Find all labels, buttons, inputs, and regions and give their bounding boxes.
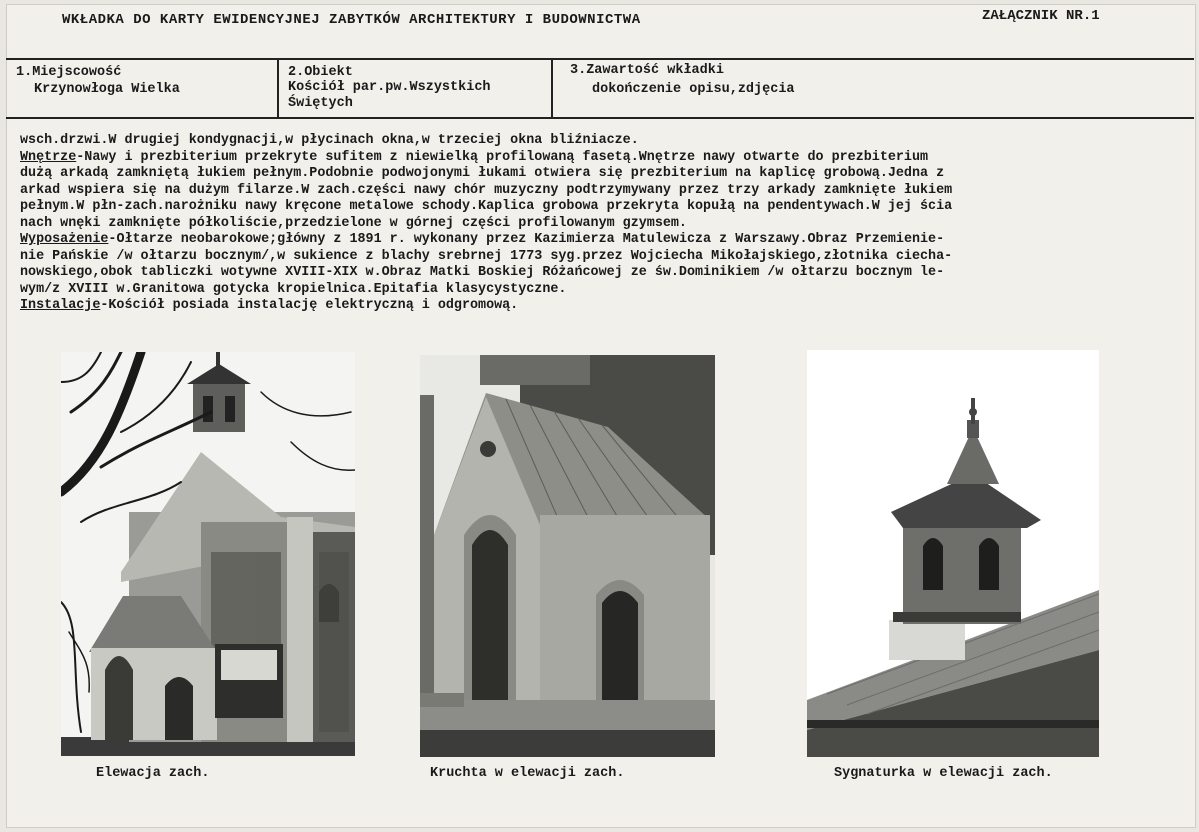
photo-porch: [420, 355, 715, 757]
porch-illustration: [420, 355, 715, 757]
description-line: [20, 232, 1180, 249]
content-label: 3.Zawartość wkładki: [570, 63, 724, 78]
card-title: WKŁADKA DO KARTY EWIDENCYJNEJ ZABYTKÓW ARCHITEKTURY I BUDOWNICTWA: [62, 12, 641, 28]
place-label: 1.Miejscowość: [16, 65, 122, 80]
field-divider-2: [551, 59, 553, 118]
field-divider-1: [277, 59, 279, 118]
description-line: arkad wspiera się na dużym filarze.W zach.części nawy chór muzyczny podtrzymywany przez trzy arkady zamknięte łukiem: [20, 182, 953, 198]
description-line: pełnym.W płn-zach.narożniku nawy kręcone metalowe schody.Kaplica grobowa przekryta kopułą na pendentywach.W jej ścia: [20, 199, 953, 214]
description-line: [20, 298, 1180, 315]
object-value-line-1: Kościół par.pw.Wszystkich: [288, 80, 491, 95]
annex-label: ZAŁĄCZNIK NR.1: [982, 8, 1100, 24]
photo-caption-bell-turret: Sygnaturka w elewacji zach.: [834, 766, 1053, 781]
description-line: nie Pańskie /w ołtarzu bocznym/,w sukience z blachy srebrnej 1773 syg.przez Wojciecha Mikołajskiego,złotnika ciecha-: [20, 248, 953, 264]
description-text-span: -Ołtarze neobarokowe;główny z 1891 r. wykonany przez Kazimierza Matulewicza z Warszawy.Obraz Przemienie-: [108, 232, 945, 247]
section-heading-interior: Wnętrze: [20, 149, 77, 165]
header-rule-top: [6, 58, 1194, 60]
description-line: nowskiego,obok tabliczki wotywne XVIII-XIX w.Obraz Matki Boskiej Różańcowej ze św.Dominikiem /w ołtarzu bocznym le-: [20, 265, 945, 280]
object-value-line-2: Świętych: [288, 96, 353, 111]
description-line: wsch.drzwi.W drugiej kondygnacji,w płycinach okna,w trzeciej okna bliźniacze.: [20, 133, 639, 148]
place-value: Krzynowłoga Wielka: [34, 82, 180, 97]
description-line: nach wnęki zamknięte półkoliście,przedzielone w górnej części profilowanym gzymsem.: [20, 215, 687, 231]
photo-caption-west-elevation: Elewacja zach.: [96, 766, 210, 781]
bell-turret-illustration: [807, 350, 1099, 757]
photo-caption-porch: Kruchta w elewacji zach.: [430, 766, 625, 781]
content-value: dokończenie opisu,zdjęcia: [592, 82, 795, 97]
section-heading-installations: Instalacje: [20, 298, 101, 313]
description-text: [20, 133, 1180, 315]
photo-bell-turret: [807, 350, 1099, 757]
description-line: dużą arkadą zamkniętą łukiem pełnym.Podobnie podwojonymi łukami otwiera się prezbiterium na kaplicę grobową.Jedna z: [20, 166, 945, 181]
description-line: wym/z XVIII w.Granitowa gotycka kropielnica.Epitafia klasycystyczne.: [20, 281, 567, 297]
object-label: 2.Obiekt: [288, 65, 353, 80]
church-facade-illustration: [61, 352, 355, 756]
description-line: [20, 150, 1180, 167]
description-text-span: -Nawy i prezbiterium przekryte sufitem z niewielką profilowaną fasetą.Wnętrze nawy otwarte do prezbiterium: [76, 149, 929, 165]
description-text-span: -Kościół posiada instalację elektryczną i odgromową.: [100, 298, 519, 313]
section-heading-furnishings: Wyposażenie: [20, 232, 109, 247]
header-rule-bottom: [6, 117, 1194, 119]
photo-west-elevation: [61, 352, 355, 756]
